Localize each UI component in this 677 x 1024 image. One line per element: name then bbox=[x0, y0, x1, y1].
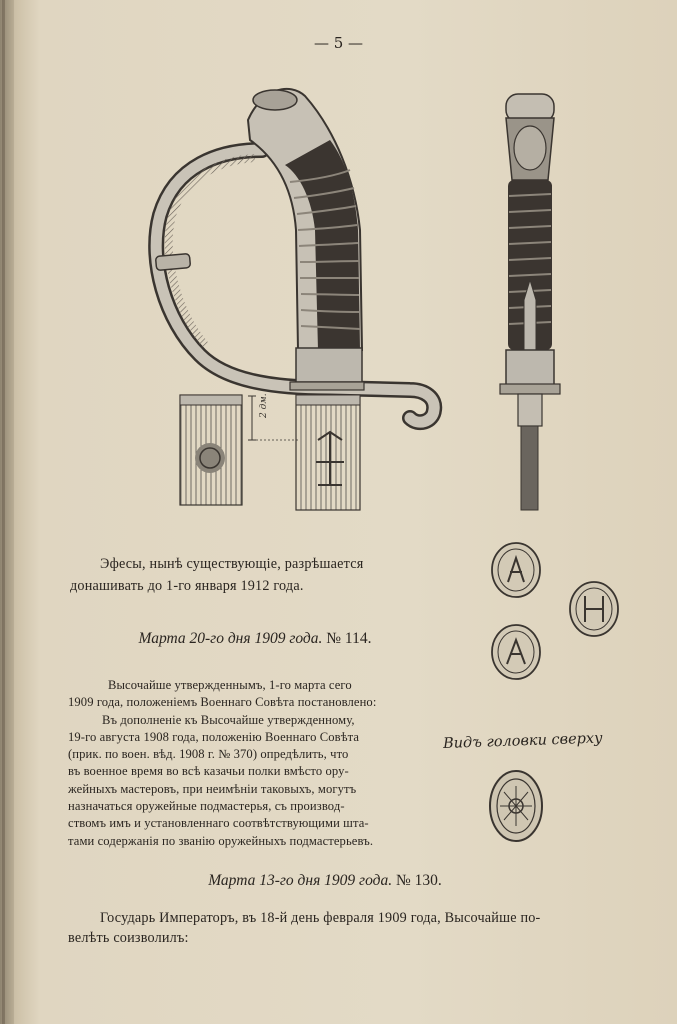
pommel-caption: Видъ головки сверху bbox=[442, 730, 603, 752]
order-114-number: № 114. bbox=[326, 630, 372, 647]
pommel-cartouche-4 bbox=[490, 771, 542, 841]
council-line-7: жейныхъ мастеровъ, при неимѣніи таковыхъ, могутъ bbox=[68, 781, 357, 796]
paragraph-hilts-allowed bbox=[70, 553, 430, 597]
order-114-date: Марта 20-го дня 1909 года. bbox=[138, 630, 323, 647]
blade-section-left bbox=[180, 395, 242, 505]
paragraph-hilts-line1: Эфесы, нынѣ существующіе, разрѣшается bbox=[100, 556, 364, 572]
sabre-hilt-side-view bbox=[155, 89, 434, 422]
scale-label: 2 дм. bbox=[259, 393, 269, 418]
order-heading-130 bbox=[130, 872, 520, 890]
council-line-3: Въ дополненіе къ Высочайше утвержденному, bbox=[102, 712, 355, 727]
council-line-8: назначаться оружейные подмастерья, съ производ- bbox=[68, 799, 345, 814]
council-line-6: въ военное время во всѣ казачьи полки вмѣсто ору- bbox=[68, 764, 349, 779]
council-line-4: 19-го августа 1908 года, положенію Военнаго Совѣта bbox=[68, 729, 360, 744]
pommel-cartouche-2 bbox=[570, 582, 618, 636]
order-130-number: № 130. bbox=[395, 872, 442, 889]
council-line-2: 1909 года, положеніемъ Военнаго Совѣта постановлено: bbox=[68, 695, 377, 710]
order-130-date: Марта 13-го дня 1909 года. bbox=[208, 872, 393, 889]
council-line-9: ствомъ имъ и установленнаго соотвѣтствующими шта- bbox=[68, 816, 369, 831]
order-heading-114 bbox=[60, 630, 450, 648]
page-number: — 5 — bbox=[313, 34, 364, 52]
paragraph-hilts-line2: донашивать до 1-го января 1912 года. bbox=[70, 578, 304, 594]
paragraph-emperor bbox=[68, 908, 618, 948]
scale-marker bbox=[248, 393, 300, 440]
pommel-cartouche-3 bbox=[492, 625, 540, 679]
pommel-top-views bbox=[490, 543, 618, 841]
emperor-line-2: велѣть соизволилъ: bbox=[68, 930, 189, 946]
council-line-5: (прик. по воен. вѣд. 1908 г. № 370) опредѣлить, что bbox=[68, 747, 349, 762]
council-line-1: Высочайше утвержденнымъ, 1-го марта сего bbox=[108, 678, 352, 692]
pommel-cartouche-1 bbox=[492, 543, 540, 597]
hilt-front-view bbox=[500, 94, 560, 510]
council-line-10: тами содержанія по званію оружейныхъ подмастерьевъ. bbox=[68, 833, 374, 848]
blade-section-right bbox=[296, 395, 360, 510]
emperor-line-1: Государь Императоръ, въ 18-й день февраля 1909 года, Высочайше по- bbox=[100, 910, 541, 926]
paragraph-military-council bbox=[68, 677, 430, 850]
